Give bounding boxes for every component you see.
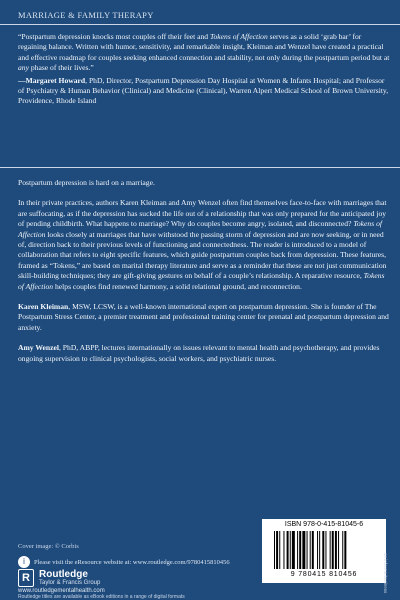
- author-bio-kleiman: Karen Kleiman, MSW, LCSW, is a well-known international expert on postpartum depression. She is founder of The Postpartum Stress Center, a premier treatment and professional training center for prenatal and postpartum depression and anxiety.: [18, 302, 389, 332]
- barcode-stripe: [310, 531, 311, 569]
- barcode-stripe: [330, 531, 331, 569]
- barcode-stripe: [307, 531, 308, 569]
- top-divider: [0, 24, 400, 25]
- barcode-stripe: [338, 531, 339, 569]
- barcode-stripe: [287, 531, 289, 569]
- barcode-stripe: [312, 531, 314, 569]
- category-label: MARRIAGE & FAMILY THERAPY: [18, 10, 154, 20]
- barcode-digits: 9 780415 810456: [290, 571, 358, 578]
- publisher-logo: [18, 569, 100, 587]
- barcode-stripe: [279, 531, 280, 569]
- barcode-stripe: [292, 531, 295, 569]
- info-icon: i: [18, 556, 30, 568]
- barcode-stripe: [319, 531, 320, 569]
- publisher-url: www.routledgementalhealth.com: [18, 588, 105, 594]
- author-bio-wenzel: Amy Wenzel, PhD, ABPP, lectures internationally on issues relevant to mental health and psychotherapy, and provides ongoing supervision to clinical psychologists, social workers, and psychiatric nurses.: [18, 343, 380, 363]
- barcode-stripe: [276, 531, 278, 569]
- barcode-stripe: [322, 531, 324, 569]
- publisher-name: Routledge: [39, 569, 88, 580]
- barcode-stripe: [274, 531, 275, 569]
- barcode-stripe: [297, 531, 298, 569]
- cover-credit: Cover image: © Corbis: [18, 543, 79, 550]
- publisher-subtitle: Taylor & Francis Group: [39, 580, 101, 586]
- barcode-stripe: [290, 531, 291, 569]
- barcode-stripe: [342, 531, 343, 569]
- barcode-stripe: [317, 531, 318, 569]
- barcode-stripe: [283, 531, 284, 569]
- lead-sentence: Postpartum depression is hard on a marriage.: [18, 178, 155, 187]
- routledge-r-icon: R: [18, 569, 34, 587]
- barcode-stripe: [325, 531, 326, 569]
- ebook-note: Routledge titles are available as eBook editions in a range of digital formats: [18, 594, 185, 600]
- description-paragraph: In their private practices, authors Karen Kleiman and Amy Wenzel often find themselves face-to-face with marriages that are suffocating, as if the depression has sucked the life out of a relationship that was only prepared for the anticipated joy of pending childbirth. What happens to marriage? Why do couples become angry, isolated, and disconnected? Tokens of Affection looks closely at marriages that have withstood the passing storm of depression and are now seeking, or in need of, direction back to their previous levels of functioning and connectedness. The reader is introduced to a model of collaboration that refers to eight specific features, which guide postpartum couples back from depression. These features, framed as “Tokens,” are based on marital therapy literature and serve as a reminder that these are not just communication skill-building techniques; they are gift-giving gestures on behalf of a couple’s relationship. A reparative resource, Tokens of Affection helps couples find renewed harmony, a solid relational ground, and reconnection.: [18, 198, 387, 291]
- barcode-stripe: [302, 531, 305, 569]
- barcode-stripe: [344, 531, 346, 569]
- barcode-stripe: [332, 531, 334, 569]
- barcode-stripe: [299, 531, 301, 569]
- endorsement-attribution: —Margaret Howard, PhD, Director, Postpartum Depression Day Hospital at Women & Infants Hospital; and Professor of Psychiatry & Human Behavior (Clinical) and Medicine (Clinical), Warren Alpert Medical School of Brown University, Providence, Rhode Island: [18, 75, 389, 106]
- book-description: [18, 178, 390, 374]
- endorsement-quote: “Postpartum depression knocks most couples off their feet and Tokens of Affection serves as a solid ‘grab bar’ for regaining balance. Written with humor, sensitivity, and remarkable insight, Kleiman and Wenzel have created a practical and effective roadmap for couples seeking enhanced connection and stability, not only during the postpartum period but at any phase of their lives.”: [18, 32, 390, 73]
- endorsement-blurb: [18, 32, 390, 107]
- informa-side-text: an informa business: [383, 553, 388, 594]
- isbn-barcode: [262, 519, 386, 583]
- barcode-bars: [274, 531, 374, 569]
- barcode-stripe: [335, 531, 337, 569]
- eresource-text: Please visit the eResource website at: www.routledge.com/9780415810456: [34, 558, 230, 566]
- isbn-label: ISBN 978-0-415-81045-6: [284, 521, 364, 528]
- middle-divider: [0, 167, 400, 168]
